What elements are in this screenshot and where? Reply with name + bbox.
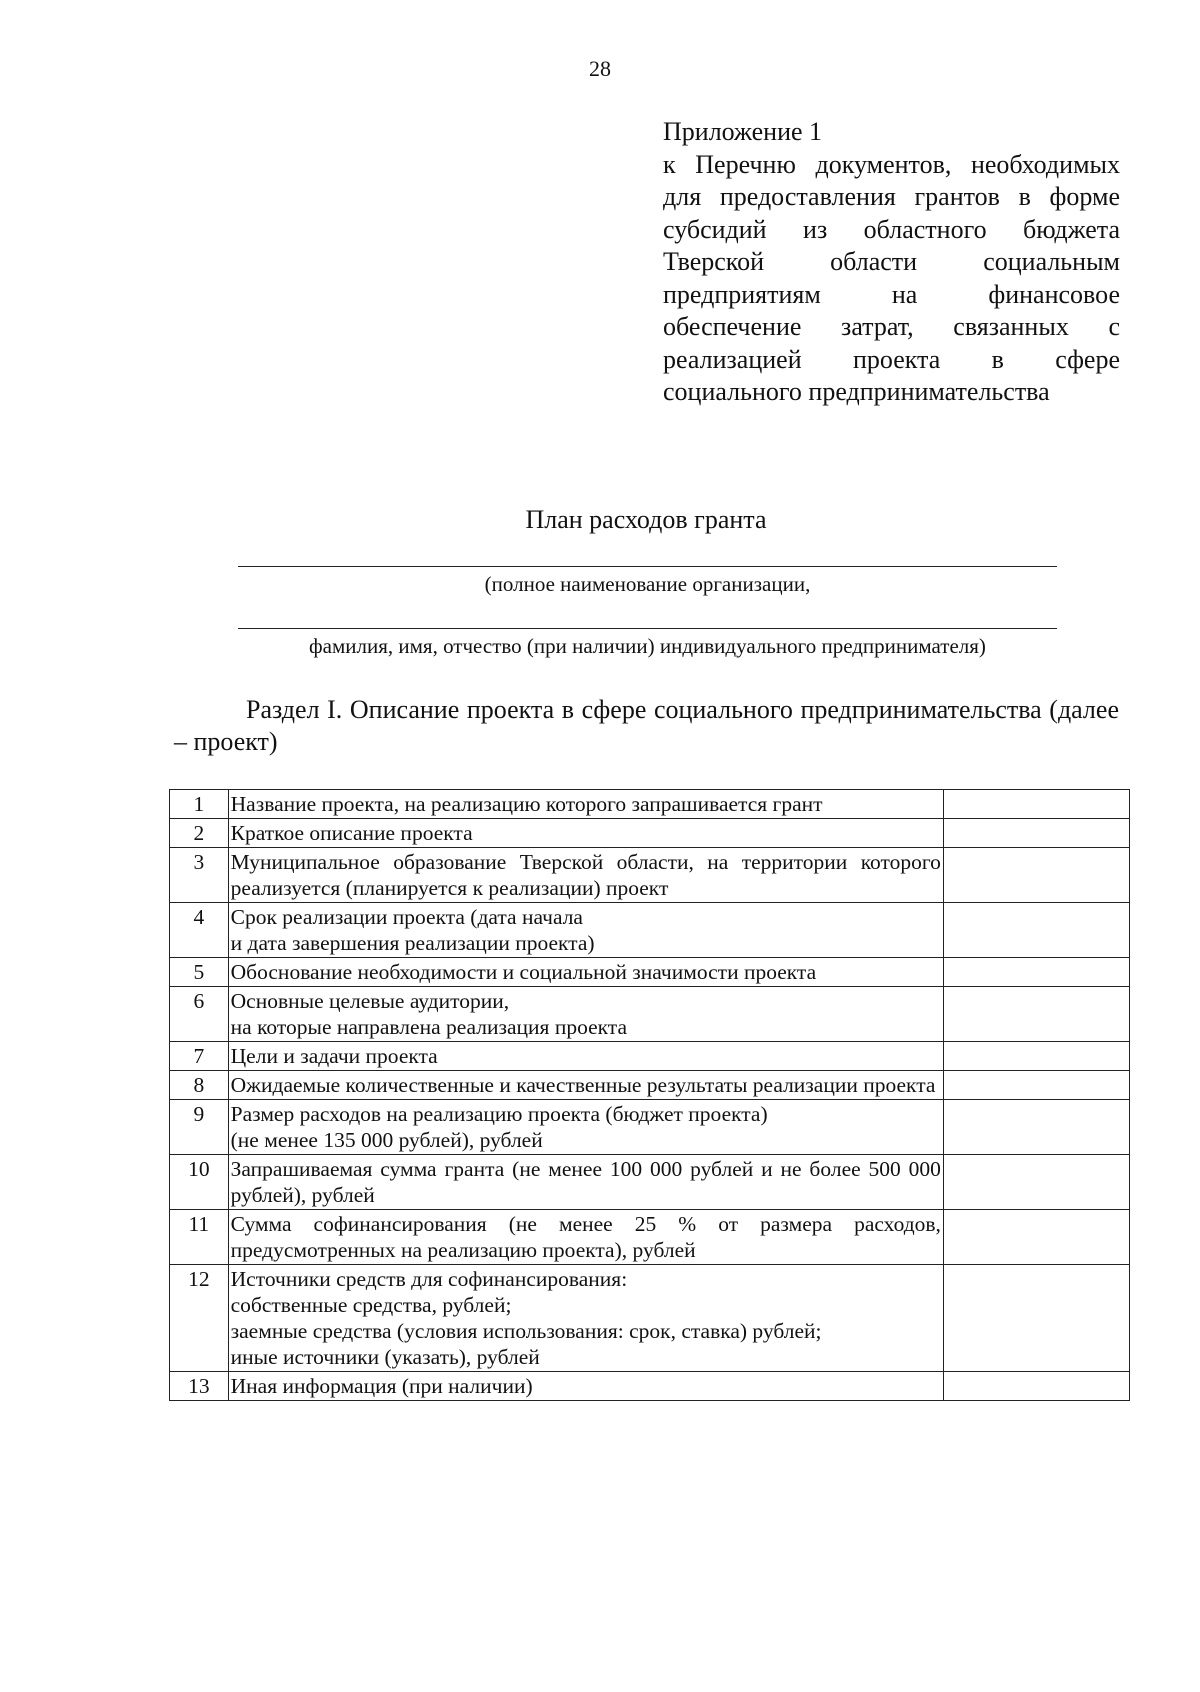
row-description [228,848,943,903]
row-number: 2 [170,819,229,848]
row-description-line: заемные средства (условия использования: срок, ставка) рублей; [230,1319,822,1343]
row-description-line: на которые направлена реализация проекта [230,1015,627,1039]
row-value-cell[interactable] [943,1210,1129,1265]
table-row [170,958,1130,987]
table-row [170,1042,1130,1071]
row-value-cell[interactable] [943,790,1129,819]
row-number: 5 [170,958,229,987]
organization-caption: (полное наименование организации, [484,572,811,596]
row-number: 3 [170,848,229,903]
row-description [228,1265,943,1372]
row-description-line: Обоснование необходимости и социальной значимости проекта [230,960,817,984]
row-value-cell[interactable] [943,903,1129,958]
table-row [170,1071,1130,1100]
row-description [228,1210,943,1265]
row-value-cell[interactable] [943,958,1129,987]
row-description-line: собственные средства, рублей; [230,1293,512,1317]
row-value-cell[interactable] [943,987,1129,1042]
row-description-line: (не менее 135 000 рублей), рублей [230,1128,543,1152]
row-number: 10 [170,1155,229,1210]
row-number: 8 [170,1071,229,1100]
document-title: План расходов гранта [525,505,767,534]
row-number: 7 [170,1042,229,1071]
row-description-line: Цели и задачи проекта [230,1044,438,1068]
table-body [170,790,1130,1401]
row-description-line: Краткое описание проекта [230,821,473,845]
row-number: 4 [170,903,229,958]
table-row [170,1155,1130,1210]
table-row [170,848,1130,903]
row-description-line: Муниципальное образование Тверской области, на территории которого реализуется (планируется к реализации) проект [230,850,941,900]
project-description-table [169,789,1130,1401]
row-description-line: Название проекта, на реализацию которого запрашивается грант [230,792,823,816]
row-description-line: и дата завершения реализации проекта) [230,931,595,955]
section-heading: Раздел I. Описание проекта в сфере социального предпринимательства (далее – проект) [174,695,1119,756]
row-number: 12 [170,1265,229,1372]
row-description [228,903,943,958]
table-row [170,790,1130,819]
row-description [228,1071,943,1100]
row-number: 13 [170,1372,229,1401]
row-value-cell[interactable] [943,848,1129,903]
row-description [228,987,943,1042]
row-value-cell[interactable] [943,1071,1129,1100]
row-description-line: Основные целевые аудитории, [230,989,510,1013]
table-row [170,1265,1130,1372]
table-row [170,1100,1130,1155]
row-description [228,1100,943,1155]
row-description-line: иные источники (указать), рублей [230,1345,540,1369]
row-description-line: Срок реализации проекта (дата начала [230,905,583,929]
organization-name-line [238,566,1057,567]
row-description [228,958,943,987]
row-description-line: Запрашиваемая сумма гранта (не менее 100 000 рублей и не более 500 000 рублей), рублей [230,1157,941,1207]
row-description [228,1372,943,1401]
row-description [228,1042,943,1071]
row-description-line: Иная информация (при наличии) [230,1374,533,1398]
entrepreneur-caption: фамилия, имя, отчество (при наличии) индивидуального предпринимателя) [309,634,986,658]
row-number: 11 [170,1210,229,1265]
row-value-cell[interactable] [943,1155,1129,1210]
row-description-line: Источники средств для софинансирования: [230,1267,628,1291]
page-number: 28 [589,56,611,81]
row-number: 1 [170,790,229,819]
table-row [170,1372,1130,1401]
table-row [170,819,1130,848]
row-value-cell[interactable] [943,1372,1129,1401]
row-description [228,1155,943,1210]
row-number: 6 [170,987,229,1042]
entrepreneur-name-line [238,628,1057,629]
row-number: 9 [170,1100,229,1155]
table-row [170,1210,1130,1265]
row-description-line: Размер расходов на реализацию проекта (бюджет проекта) [230,1102,768,1126]
row-value-cell[interactable] [943,1265,1129,1372]
appendix-text: к Перечню документов, необходимых для предоставления грантов в форме субсидий из областного бюджета Тверской области социальным предприятиям на финансовое обеспечение затрат, связанных с реализацией проекта в сфере социального предпринимательства [663,149,1120,406]
row-value-cell[interactable] [943,819,1129,848]
row-description-line: Ожидаемые количественные и качественные результаты реализации проекта [230,1073,936,1097]
appendix-block [663,116,1120,409]
row-description-line: Сумма софинансирования (не менее 25 % от размера расходов, предусмотренных на реализацию проекта), рублей [230,1212,941,1262]
row-description [228,819,943,848]
table-row [170,903,1130,958]
table-row [170,987,1130,1042]
row-value-cell[interactable] [943,1042,1129,1071]
row-value-cell[interactable] [943,1100,1129,1155]
appendix-title: Приложение 1 [663,117,823,146]
row-description [228,790,943,819]
